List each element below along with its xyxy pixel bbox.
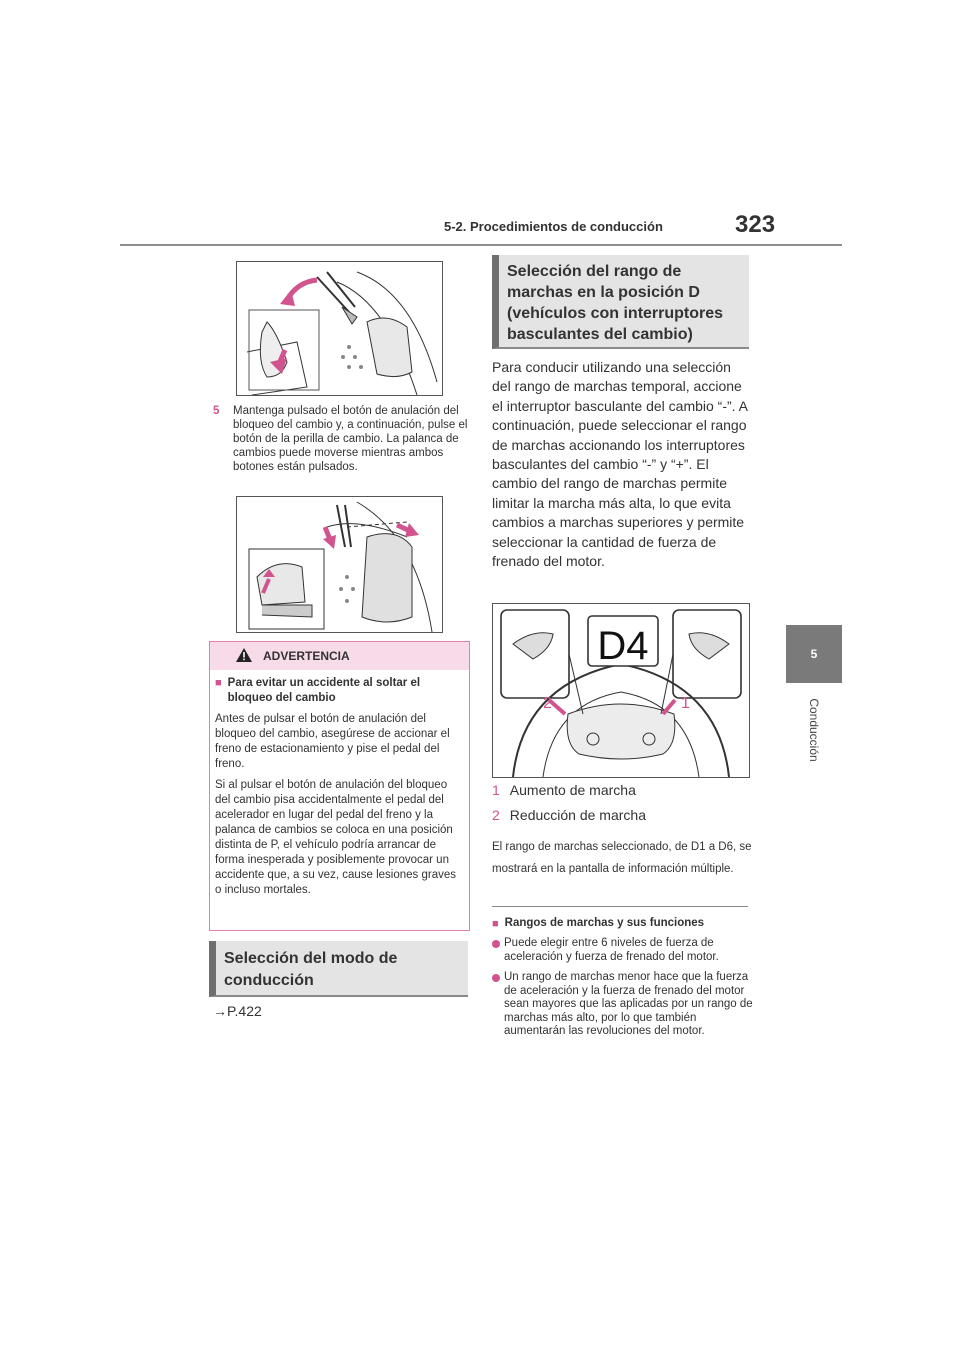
warning-box xyxy=(209,641,470,931)
warning-subtitle-row xyxy=(215,676,460,706)
step-5 xyxy=(213,404,468,474)
page-number: 323 xyxy=(735,211,776,238)
step-number: 5 xyxy=(213,405,220,417)
warning-triangle-icon xyxy=(235,647,253,666)
shift-lever-illustration xyxy=(237,497,442,632)
warning-title: ADVERTENCIA xyxy=(263,649,350,663)
item-label: Reducción de marcha xyxy=(509,807,646,823)
warning-subtitle: Para evitar un accidente al soltar el bloqueo del cambio xyxy=(227,677,421,704)
list-item-downshift xyxy=(492,807,646,823)
header-rule xyxy=(120,244,842,246)
chapter-label xyxy=(778,690,850,770)
figure-shift-lock-release xyxy=(236,261,443,396)
figure-shift-lever-button xyxy=(236,496,443,633)
gear-range-note: El rango de marchas seleccionado, de D1 a D6, se mostrará en la pantalla de información múltiple. xyxy=(492,841,752,875)
warning-paragraph-2: Si al pulsar el botón de anulación del bloqueo del cambio pisa accidentalmente el pedal del acelerador en lugar del pedal del freno y la palanca de cambios se coloca en una posición distinta de P, el vehículo podría arrancar de forma inesperada y posiblemente provocar un accidente que, a su vez, cause lesiones graves o incluso mortales. xyxy=(215,779,457,896)
item-label: Aumento de marcha xyxy=(509,782,636,798)
gear-range-paragraph: Para conducir utilizando una selección del rango de marchas temporal, accione el interruptor basculante del cambio “-”. A continuación, puede seleccionar el rango de marchas accionando los interruptores basculantes del cambio “-” y “+”. El cambio del rango de marchas permite limitar la marcha más alta, lo que evita cambios a marchas superiores y permite seleccionar la cantidad de fuerza de frenado del motor. xyxy=(492,359,748,570)
list-item-upshift xyxy=(492,782,636,798)
section-heading-gear-range: Selección del rango de marchas en la posición D (vehículos con interruptores basculantes del cambio) xyxy=(492,255,749,349)
step-text: Mantenga pulsado el botón de anulación del bloqueo del cambio y, a continuación, pulse el botón de la perilla de cambio. La palanca de cambios puede moverse mientras ambos botones están pulsados. xyxy=(233,405,468,473)
square-bullet-icon: ■ xyxy=(215,677,222,689)
list-item: Puede elegir entre 6 niveles de fuerza de aceleración y fuerza de frenado del motor. xyxy=(492,937,754,964)
chapter-tab[interactable]: 5 xyxy=(786,625,842,683)
warning-body xyxy=(210,670,469,898)
page-reference-link[interactable]: →P.422 xyxy=(213,1003,262,1019)
shift-lock-illustration xyxy=(237,262,442,395)
ranges-subtitle-row xyxy=(492,917,704,932)
warning-paragraph-1: Antes de pulsar el botón de anulación del bloqueo del cambio, asegúrese de accionar el freno de estacionamiento y pise el pedal del freno. xyxy=(215,713,450,770)
figure-callout-1: 1 xyxy=(681,695,690,712)
ranges-bullets xyxy=(492,937,754,1046)
figure-display-text: D4 xyxy=(597,624,649,668)
item-key: 1 xyxy=(492,782,500,798)
figure-paddle-shifters xyxy=(492,603,750,778)
item-key: 2 xyxy=(492,807,500,823)
header-section-title: 5-2. Procedimientos de conducción xyxy=(444,219,663,234)
section-divider xyxy=(492,906,748,907)
section-heading-drive-mode: Selección del modo de conducción xyxy=(209,941,468,997)
chapter-label-text: Conducción xyxy=(807,698,821,762)
list-item: Un rango de marchas menor hace que la fuerza de aceleración y la fuerza de frenado del motor sean mayores que las aplicadas por un rango de marchas más alto, por lo que también aumentarán las revoluciones del motor. xyxy=(492,971,754,1039)
warning-header xyxy=(210,642,469,670)
figure-callout-2: 2 xyxy=(543,695,552,712)
ranges-subtitle: Rangos de marchas y sus funciones xyxy=(504,917,705,929)
steering-wheel-illustration xyxy=(493,604,749,777)
square-bullet-icon: ■ xyxy=(492,918,499,930)
